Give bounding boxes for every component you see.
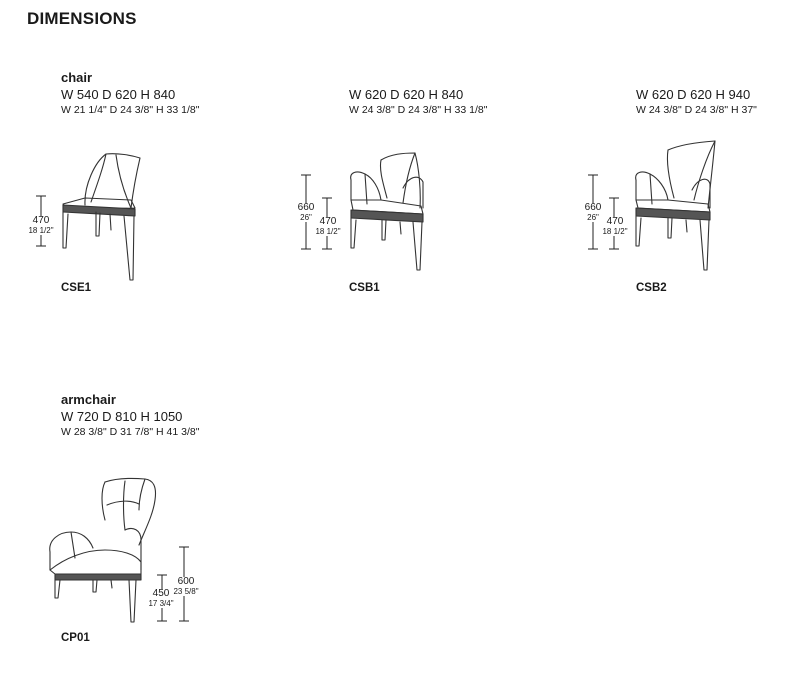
csb1-chair-drawing	[343, 148, 429, 272]
csb1-arm-height-in: 26"	[300, 213, 312, 222]
cse1-chair-drawing	[58, 150, 142, 282]
category-label-chair: chair	[61, 70, 93, 85]
cse1-seat-height-mm: 470	[32, 215, 50, 226]
cp01-imperial-dimensions: W 28 3/8" D 31 7/8" H 41 3/8"	[61, 426, 200, 438]
cse1-metric-dimensions: W 540 D 620 H 840	[61, 87, 176, 102]
csb2-chair-drawing	[630, 138, 720, 272]
csb2-seat-height-label	[600, 217, 630, 236]
csb1-model-code: CSB1	[349, 282, 380, 294]
csb2-seat-height-in: 18 1/2"	[602, 227, 628, 236]
csb2-model-code: CSB2	[636, 282, 667, 294]
cse1-imperial-dimensions: W 21 1/4" D 24 3/8" H 33 1/8"	[61, 104, 200, 116]
page-title: DIMENSIONS	[27, 9, 137, 28]
csb1-metric-dimensions: W 620 D 620 H 840	[349, 87, 464, 102]
cp01-seat-height-in: 17 3/4"	[148, 599, 174, 608]
cp01-arm-height-label	[171, 577, 201, 596]
csb2-seat-height-mm: 470	[606, 216, 624, 227]
csb1-seat-height-in: 18 1/2"	[315, 227, 341, 236]
csb1-seat-height-label	[313, 217, 343, 236]
cp01-armchair-drawing	[45, 470, 157, 626]
cp01-metric-dimensions: W 720 D 810 H 1050	[61, 409, 183, 424]
csb1-seat-height-mm: 470	[319, 216, 337, 227]
cse1-seat-height-in: 18 1/2"	[28, 226, 54, 235]
cp01-seat-height-mm: 450	[152, 588, 170, 599]
csb1-arm-height-mm: 660	[297, 202, 315, 213]
category-label-armchair: armchair	[61, 392, 116, 407]
csb2-imperial-dimensions: W 24 3/8" D 24 3/8" H 37"	[636, 104, 757, 116]
csb1-imperial-dimensions: W 24 3/8" D 24 3/8" H 33 1/8"	[349, 104, 488, 116]
csb2-arm-height-mm: 660	[584, 202, 602, 213]
cp01-arm-height-in: 23 5/8"	[173, 587, 199, 596]
csb2-metric-dimensions: W 620 D 620 H 940	[636, 87, 751, 102]
cse1-model-code: CSE1	[61, 282, 92, 294]
csb2-arm-height-in: 26"	[587, 213, 599, 222]
cp01-arm-height-mm: 600	[177, 576, 195, 587]
cp01-model-code: CP01	[61, 632, 90, 644]
cse1-seat-height-label	[26, 216, 56, 235]
